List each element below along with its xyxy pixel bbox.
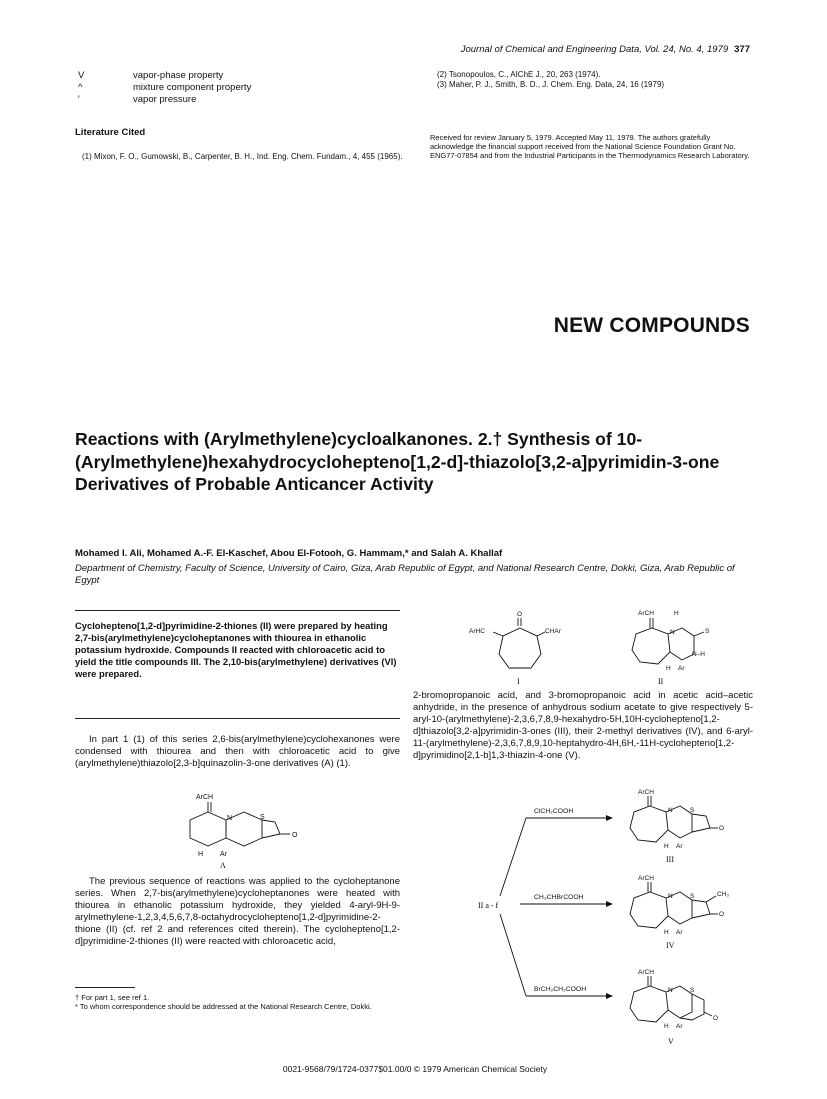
struct-atom: N bbox=[668, 987, 673, 994]
struct-atom: N bbox=[668, 893, 673, 900]
symbol: ′ bbox=[78, 94, 80, 105]
struct-atom: H bbox=[666, 665, 671, 672]
struct-atom: Ar bbox=[676, 1023, 683, 1030]
author-list: Mohamed I. Ali, Mohamed A.-F. El-Kaschef, Abou El-Fotooh, G. Hammam,* and Salah A. Khallaf bbox=[75, 548, 503, 559]
reagent-label: BrCH₂CH₂COOH bbox=[534, 986, 587, 993]
reference-item: (3) Maher, P. J., Smith, B. D., J. Chem. Eng. Data, 24, 16 (1979) bbox=[437, 80, 665, 89]
paragraph-text: The previous sequence of reactions was applied to the cycloheptanone series. When 2,7-bis(arylmethylene)cycloheptanones were heated with thiourea in ethanolic potassium hydroxide, they yielded 4-aryl-9H-9-arylmethylene-1,2,3,4,5,6,7,8-octahydrocyclohepteno[1,2-d]pyrimidine-2-thione (II) (cf. ref 2 and references cited therein). The cyclohepteno[1,2-d]pyrimidine-2-thiones (II) were reacted with chloroacetic acid, bbox=[75, 876, 400, 947]
struct-group: CH₃ bbox=[717, 891, 730, 898]
struct-label: ArCH bbox=[196, 794, 214, 801]
received-note: Received for review January 5, 1979. Accepted May 11, 1979. The authors gratefully acknowledge the financial support received from the National Science Foundation Grant No. ENG77-07854 and from the Industrial Participants in the Thermodynamics Research Laboratory. bbox=[430, 133, 750, 161]
footnote: † For part 1, see ref 1. bbox=[75, 993, 150, 1002]
struct-atom: N bbox=[227, 815, 233, 822]
literature-heading: Literature Cited bbox=[75, 127, 146, 138]
abstract-bottom-rule bbox=[75, 718, 400, 719]
struct-atom: O bbox=[719, 911, 725, 918]
reagent-label: CH₃CHBrCOOH bbox=[534, 894, 584, 901]
struct-atom: Ar bbox=[678, 665, 685, 672]
symbol-row bbox=[75, 70, 375, 82]
struct-atom: H bbox=[664, 843, 669, 850]
compound-label: V bbox=[668, 1037, 674, 1046]
struct-atom: S bbox=[690, 987, 695, 994]
structure-i bbox=[465, 608, 575, 688]
affiliation: Department of Chemistry, Faculty of Science, University of Cairo, Giza, Arab Republic of Egypt, and National Research Centre, Dokki, Giza, Arab Republic of Egypt bbox=[75, 563, 735, 586]
product-v bbox=[630, 969, 718, 1046]
paragraph-2 bbox=[75, 876, 400, 948]
symbol-desc: vapor pressure bbox=[133, 94, 197, 105]
struct-group: ArHC bbox=[469, 628, 485, 635]
struct-atom: H bbox=[664, 929, 669, 936]
section-heading: NEW COMPOUNDS bbox=[553, 314, 750, 337]
references-continued bbox=[430, 70, 752, 90]
paragraph-3 bbox=[413, 690, 753, 762]
abstract: Cyclohepteno[1,2-d]pyrimidine-2-thiones (II) were prepared by heating 2,7-bis(arylmethylene)cycloheptanones with thiourea in ethanolic potassium hydroxide. Compounds II reacted with chloroacetic acid to yield the title compounds III. The 2,10-bis(arylmethylene) derivatives (VI) were prepared. bbox=[75, 620, 397, 679]
struct-atom: O bbox=[719, 825, 725, 832]
compound-label: A bbox=[220, 861, 226, 870]
struct-group: ArCH bbox=[638, 875, 654, 882]
paragraph-1 bbox=[75, 734, 400, 770]
symbol-desc: mixture component property bbox=[133, 82, 252, 93]
compound-label: I bbox=[517, 677, 520, 686]
reference-item: (2) Tsonopoulos, C., AIChE J., 20, 263 (1974). bbox=[437, 70, 601, 79]
struct-atom: H bbox=[664, 1023, 669, 1030]
reagent-label: ClCH₂COOH bbox=[534, 808, 574, 815]
footnote-rule bbox=[75, 987, 135, 988]
struct-atom: Ar bbox=[676, 929, 683, 936]
footnote: * To whom correspondence should be addressed at the National Research Centre, Dokki. bbox=[75, 1002, 372, 1012]
reference-item: (1) Mixon, F. O., Gumowski, B., Carpenter, B. H., Ind. Eng. Chem. Fundam., 4, 455 (1965). bbox=[82, 152, 403, 161]
article-title: Reactions with (Arylmethylene)cycloalkanones. 2.† Synthesis of 10-(Arylmethylene)hexahydrocyclohepteno[1,2-d]-thiazolo[3,2-a]pyrimidin-3-one Derivatives of Probable Anticancer Activity bbox=[75, 429, 720, 494]
struct-atom: H bbox=[674, 610, 679, 617]
struct-atom: Ar bbox=[220, 851, 227, 858]
struct-group: CHAr bbox=[545, 628, 561, 635]
structure-ii bbox=[610, 606, 730, 688]
symbols-list bbox=[75, 70, 375, 106]
struct-atom: S bbox=[705, 628, 710, 635]
scheme-start: II a - f bbox=[478, 901, 499, 910]
literature-list bbox=[75, 152, 405, 162]
symbol-desc: vapor-phase property bbox=[133, 70, 224, 81]
struct-atom: N–H bbox=[692, 651, 706, 658]
page-number: 377 bbox=[734, 44, 750, 55]
struct-atom: N bbox=[668, 807, 673, 814]
symbol-row bbox=[75, 94, 375, 106]
symbol-row bbox=[75, 82, 375, 94]
compound-label: IV bbox=[666, 941, 675, 950]
structure-a bbox=[170, 790, 310, 870]
compound-label: III bbox=[666, 855, 674, 864]
struct-atom: S bbox=[690, 893, 695, 900]
journal-citation: Journal of Chemical and Engineering Data, Vol. 24, No. 4, 1979 bbox=[460, 44, 729, 55]
symbol: V bbox=[78, 70, 85, 81]
struct-atom: O bbox=[713, 1015, 719, 1022]
running-header bbox=[420, 44, 750, 55]
struct-group: ArCH bbox=[638, 789, 654, 796]
reaction-scheme bbox=[470, 784, 755, 1056]
symbol: ^ bbox=[78, 82, 83, 93]
product-iii bbox=[630, 789, 724, 864]
struct-atom: Ar bbox=[676, 843, 683, 850]
struct-atom: N bbox=[670, 629, 675, 636]
paragraph-text: 2-bromopropanoic acid, and 3-bromopropanoic acid in acetic acid–acetic anhydride, in the presence of anhydrous sodium acetate to give respectively 5-aryl-10-(arylmethylene)-2,3,6,7,8,9-hexahydro-5H,10H-cyclohepteno[1,2-d]thiazolo[3,2-a]pyrimidin-3-ones (III), their 2-methyl derivatives (IV), and 6-aryl-11-(arylmethylene)-2,3,6,7,8,9,10-heptahydro-4H,6H,-11H-cyclohepteno[1,2-d]pyrimidino[2,1-b]1,3-thiazin-4-one (V). bbox=[413, 690, 753, 761]
struct-atom: H bbox=[198, 851, 204, 858]
paragraph-text: In part 1 (1) of this series 2,6-bis(arylmethylene)cyclohexanones were condensed with thiourea and then with chloroacetic acid to give (arylmethylene)thiazolo[2,3-b]quinazolin-3-one derivatives (A) (1). bbox=[75, 734, 400, 769]
abstract-top-rule bbox=[75, 610, 400, 611]
branch-line bbox=[500, 818, 526, 896]
footnotes bbox=[75, 993, 405, 1011]
page-footer: 0021-9568/79/1724-0377$01.00/0 © 1979 American Chemical Society bbox=[282, 1064, 548, 1074]
struct-atom: O bbox=[517, 611, 523, 618]
struct-atom: O bbox=[292, 832, 298, 839]
struct-group: ArCH bbox=[638, 969, 654, 976]
struct-atom: S bbox=[260, 814, 265, 821]
struct-atom: S bbox=[690, 807, 695, 814]
compound-label: II bbox=[658, 677, 664, 686]
branch-line bbox=[500, 914, 526, 996]
struct-group: ArCH bbox=[638, 610, 654, 617]
product-iv bbox=[630, 875, 729, 950]
